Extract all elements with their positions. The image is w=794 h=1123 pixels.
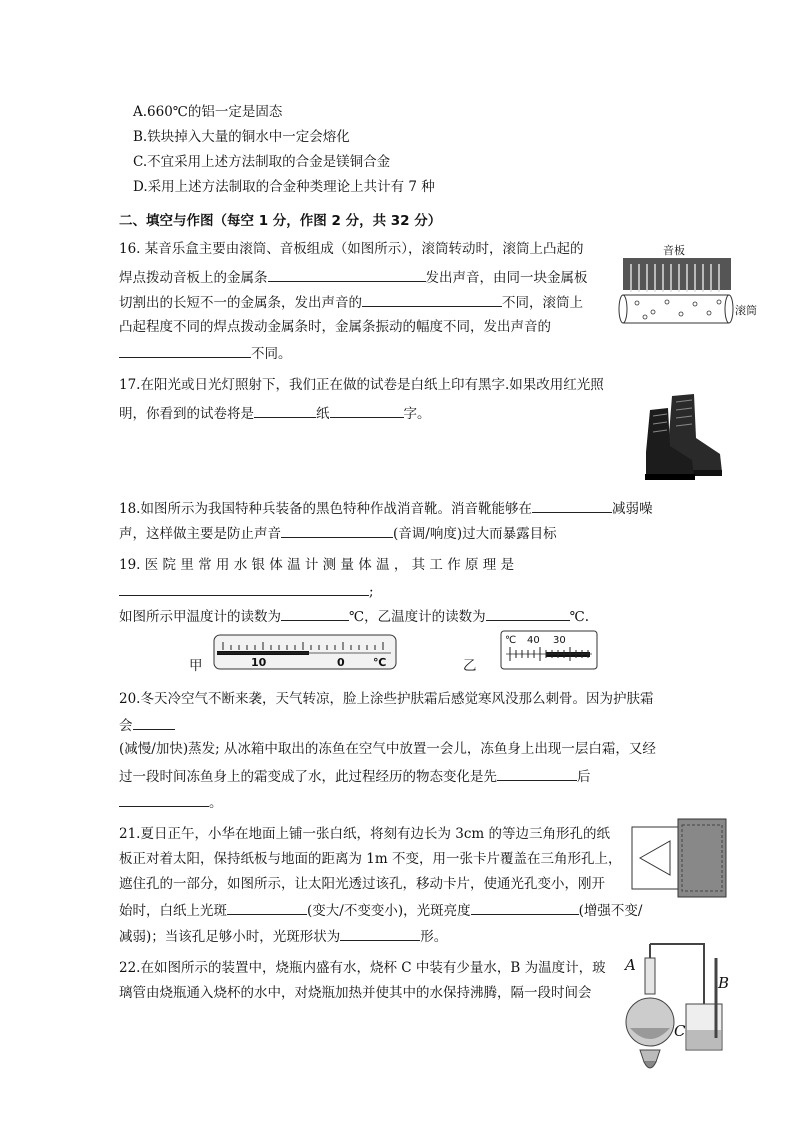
q22-line1: 22.在如图所示的装置中，烧瓶内盛有水，烧杯 C 中装有少量水，B 为温度计，玻	[119, 960, 606, 976]
therm-jia-unit: ℃	[373, 656, 387, 669]
q16-blank-3[interactable]	[119, 343, 251, 358]
q16-line2: 焊点拨动音板上的金属条 发出声音，由同一块金属板	[119, 267, 588, 287]
label-b: B	[718, 974, 730, 992]
q21-line2: 板正对着太阳，保持纸板与地面的距离为 1m 不变，用一张卡片覆盖在三角形孔上，	[119, 851, 622, 867]
q19-blank-2[interactable]	[281, 606, 349, 621]
q18-blank-2[interactable]	[281, 523, 393, 538]
q21-line3: 遮住孔的一部分，如图所示，让太阳光透过该孔，移动卡片，使通光孔变小，刚开	[119, 876, 605, 892]
q16-line1: 16. 某音乐盒主要由滚筒、音板组成（如图所示），滚筒转动时，滚筒上凸起的	[119, 241, 584, 257]
q21-line5: 减弱)；当该孔足够小时，光斑形状为 形。	[119, 926, 447, 946]
q17-line1: 17.在阳光或日光灯照射下，我们正在做的试卷是白纸上印有黑字.如果改用红光照	[119, 377, 604, 393]
music-box-figure	[615, 240, 775, 335]
q21-blank-3[interactable]	[340, 926, 420, 941]
q19-line2: ;	[119, 581, 374, 601]
thermometer-yi	[500, 630, 598, 670]
q18-blank-1[interactable]	[532, 498, 612, 513]
boots-image	[642, 388, 726, 482]
q17-blank-2[interactable]	[330, 403, 404, 418]
q16-blank-2[interactable]	[362, 292, 502, 307]
option-c: C.不宜采用上述方法制取的合金是镁铜合金	[133, 154, 391, 170]
label-jia: 甲	[189, 658, 203, 674]
q20-blank-2[interactable]	[497, 766, 577, 781]
fig-label-guntong: 滚筒	[735, 304, 757, 317]
q21-blank-2[interactable]	[471, 900, 579, 915]
fig-label-yinban: 音板	[663, 244, 685, 257]
q20-line5: 。	[119, 792, 223, 812]
q19-blank-3[interactable]	[486, 606, 570, 621]
q19-blank-1[interactable]	[119, 581, 369, 596]
therm-yi-30: 30	[553, 635, 566, 646]
q16-line3: 切割出的长短不一的金属条，发出声音的 不同，滚筒上	[119, 292, 583, 312]
flask-apparatus-figure	[622, 938, 734, 1088]
q20-blank-3[interactable]	[119, 792, 209, 807]
q16-line5: 不同。	[119, 343, 292, 363]
q21-line4: 始时，白纸上光斑 (变大/不变变小)，光斑亮度 (增强不变/	[119, 900, 642, 920]
q17-line2: 明，你看到的试卷将是 纸 字。	[119, 403, 431, 423]
thermometer-jia	[213, 634, 397, 670]
option-d: D.采用上述方法制取的合金种类理论上共计有 7 种	[133, 179, 435, 195]
therm-jia-0: 0	[337, 656, 345, 669]
therm-yi-40: 40	[527, 635, 540, 646]
card-triangle-figure	[630, 815, 730, 901]
q20-line1: 20.冬天冷空气不断来袭，天气转凉，脸上涂些护肤霜后感觉寒风没那么刺骨。因为护肤霜	[119, 691, 654, 707]
q21-blank-1[interactable]	[227, 900, 307, 915]
option-b: B.铁块掉入大量的铜水中一定会熔化	[133, 129, 350, 145]
q21-line1: 21.夏日正午，小华在地面上铺一张白纸，将刻有边长为 3cm 的等边三角形孔的纸	[119, 826, 611, 842]
q18-line2: 声，这样做主要是防止声音 (音调/响度)过大而暴露目标	[119, 523, 557, 543]
label-yi: 乙	[463, 658, 477, 674]
q18-line1: 18.如图所示为我国特种兵装备的黑色特种作战消音靴。消音靴能够在 减弱噪	[119, 498, 652, 518]
q20-blank-1[interactable]	[133, 715, 175, 730]
therm-yi-unit: ℃	[505, 635, 517, 646]
q22-line2: 璃管由烧瓶通入烧杯的水中，对烧瓶加热并使其中的水保持沸腾，隔一段时间会	[119, 985, 592, 1001]
label-a: A	[625, 956, 636, 974]
q20-line3: (减慢/加快)蒸发; 从冰箱中取出的冻鱼在空气中放置一会儿，冻鱼身上出现一层白霜，又经	[119, 741, 656, 757]
therm-jia-10: 10	[251, 656, 267, 669]
q16-line4: 凸起程度不同的焊点拨动金属条时，金属条振动的幅度不同，发出声音的	[119, 319, 551, 335]
q20-line4: 过一段时间冻鱼身上的霜变成了水，此过程经历的物态变化是先 后	[119, 766, 591, 786]
q16-blank-1[interactable]	[268, 267, 426, 282]
q17-blank-1[interactable]	[254, 403, 316, 418]
q20-line2: 会	[119, 715, 175, 735]
label-c: C	[674, 1022, 686, 1040]
option-a: A.660℃的铝一定是固态	[133, 104, 283, 120]
q19-line3: 如图所示甲温度计的读数为 ℃，乙温度计的读数为 ℃.	[119, 606, 589, 626]
section-title: 二、填空与作图（每空 1 分，作图 2 分，共 32 分）	[119, 213, 442, 229]
q19-line1: 19. 医 院 里 常 用 水 银 体 温 计 测 量 体 温 ， 其 工 作 原 理 是	[119, 557, 515, 573]
